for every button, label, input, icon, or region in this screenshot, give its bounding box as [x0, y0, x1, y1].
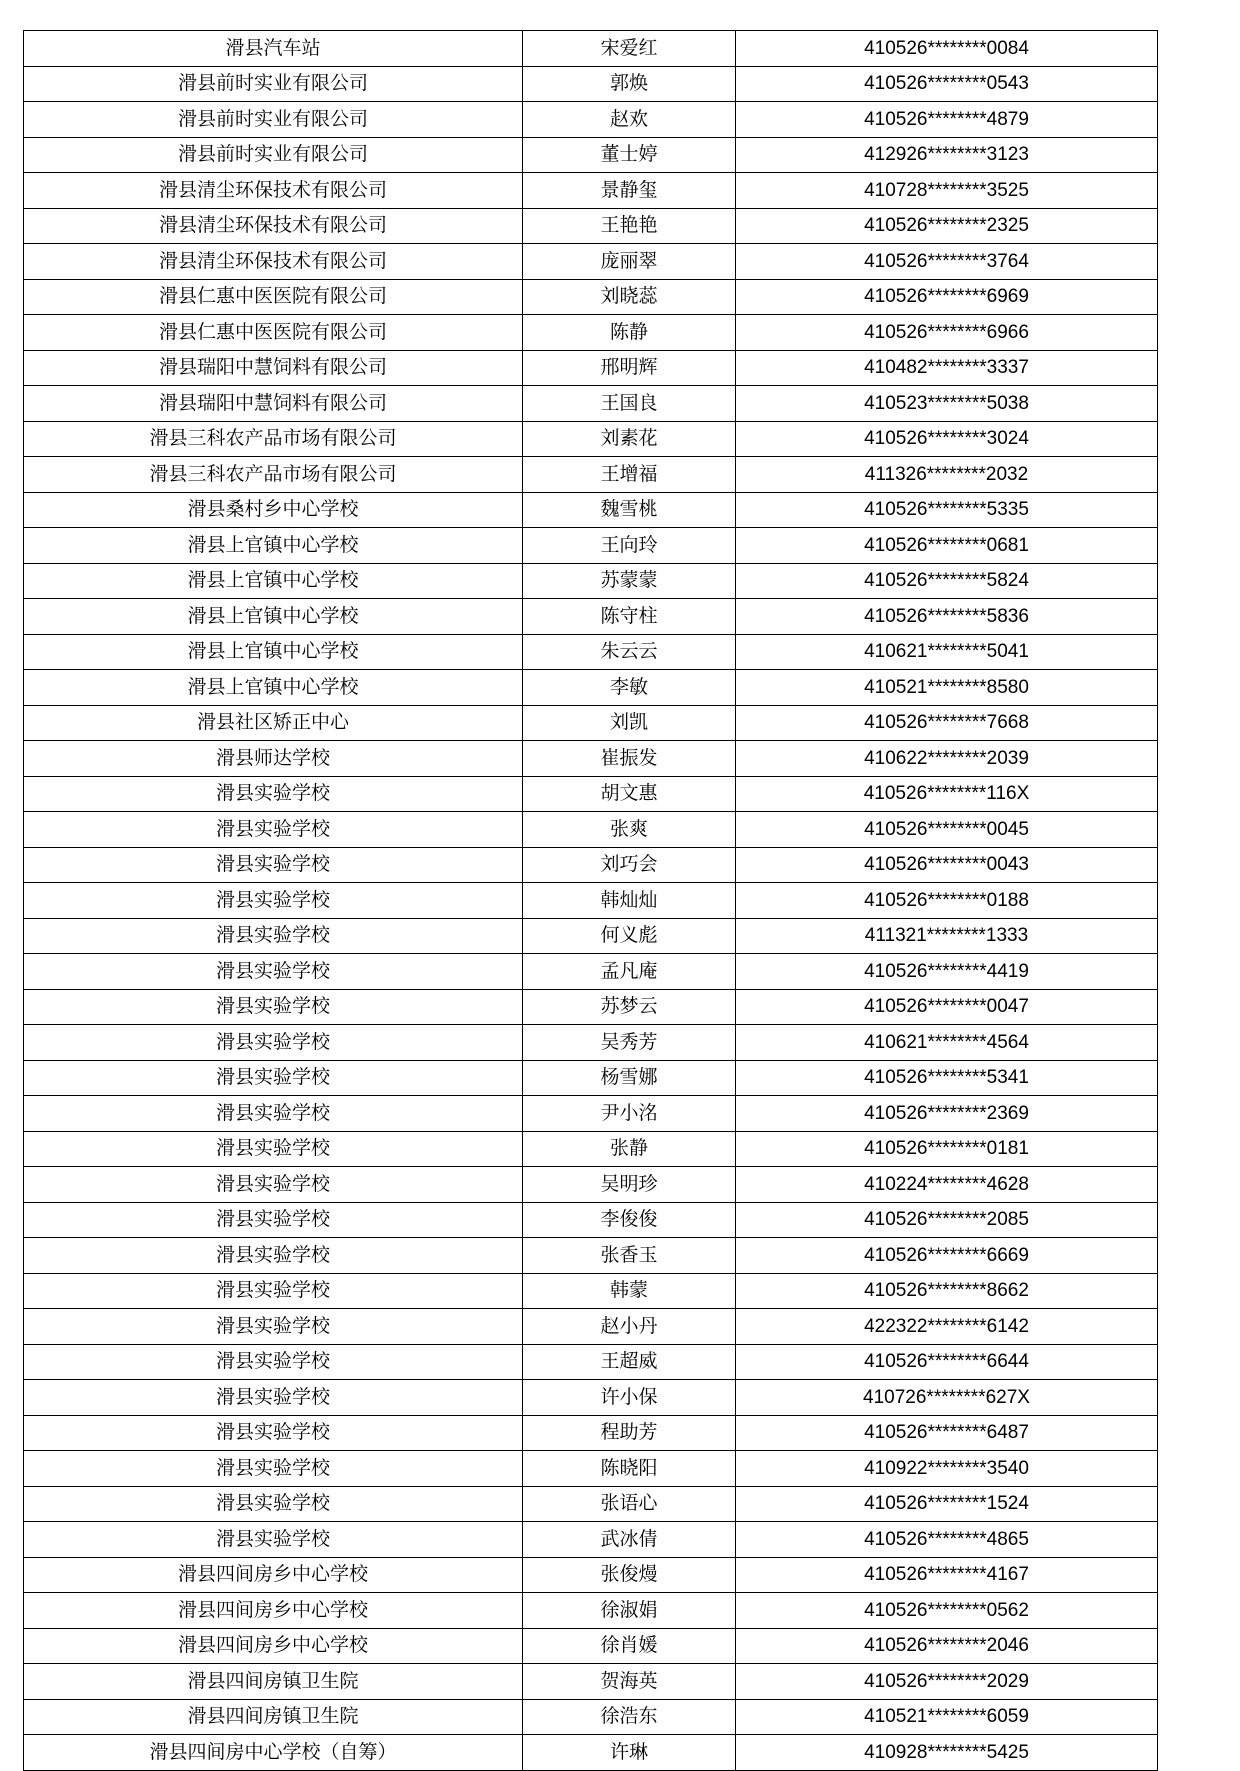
id-number-cell: 410526********0045: [736, 812, 1158, 848]
table-row: [24, 670, 1158, 706]
table-row: [24, 918, 1158, 954]
table-row: [24, 528, 1158, 564]
table-row: [24, 1628, 1158, 1664]
id-number-cell: 410224********4628: [736, 1167, 1158, 1203]
table-row: [24, 1451, 1158, 1487]
table-row: [24, 492, 1158, 528]
org-cell: 滑县实验学校: [24, 989, 523, 1025]
id-number-cell: 410526********5335: [736, 492, 1158, 528]
id-number-cell: 410526********2046: [736, 1628, 1158, 1664]
table-row: [24, 457, 1158, 493]
id-number-cell: 410523********5038: [736, 386, 1158, 422]
id-number-cell: 410526********1524: [736, 1486, 1158, 1522]
table-row: [24, 137, 1158, 173]
id-number-cell: 410526********5824: [736, 563, 1158, 599]
name-cell: 赵小丹: [523, 1309, 736, 1345]
id-number-cell: 410526********116X: [736, 776, 1158, 812]
org-cell: 滑县四间房乡中心学校: [24, 1628, 523, 1664]
id-number-cell: 422322********6142: [736, 1309, 1158, 1345]
id-number-cell: 411321********1333: [736, 918, 1158, 954]
name-cell: 陈晓阳: [523, 1451, 736, 1487]
name-cell: 崔振发: [523, 741, 736, 777]
name-cell: 贺海英: [523, 1664, 736, 1700]
name-cell: 胡文惠: [523, 776, 736, 812]
org-cell: 滑县实验学校: [24, 1060, 523, 1096]
id-number-cell: 410526********5341: [736, 1060, 1158, 1096]
org-cell: 滑县实验学校: [24, 1167, 523, 1203]
org-cell: 滑县实验学校: [24, 1202, 523, 1238]
id-number-cell: 410728********3525: [736, 173, 1158, 209]
table-row: [24, 315, 1158, 351]
id-number-cell: 410526********0681: [736, 528, 1158, 564]
table-row: [24, 1593, 1158, 1629]
name-cell: 赵欢: [523, 102, 736, 138]
org-cell: 滑县实验学校: [24, 1273, 523, 1309]
name-cell: 王向玲: [523, 528, 736, 564]
name-cell: 宋爱红: [523, 31, 736, 67]
name-cell: 陈静: [523, 315, 736, 351]
id-number-cell: 410526********7668: [736, 705, 1158, 741]
id-number-cell: 410526********4865: [736, 1522, 1158, 1558]
table-row: [24, 847, 1158, 883]
id-number-cell: 410621********5041: [736, 634, 1158, 670]
table-row: [24, 421, 1158, 457]
name-cell: 韩蒙: [523, 1273, 736, 1309]
table-row: [24, 1273, 1158, 1309]
org-cell: 滑县社区矫正中心: [24, 705, 523, 741]
table-row: [24, 1522, 1158, 1558]
table-row: [24, 1238, 1158, 1274]
name-cell: 王增福: [523, 457, 736, 493]
table-row: [24, 1167, 1158, 1203]
table-row: [24, 31, 1158, 67]
table-row: [24, 244, 1158, 280]
roster-table: [23, 30, 1158, 1771]
name-cell: 王超威: [523, 1344, 736, 1380]
table-row: [24, 1415, 1158, 1451]
name-cell: 景静玺: [523, 173, 736, 209]
id-number-cell: 410482********3337: [736, 350, 1158, 386]
name-cell: 陈守柱: [523, 599, 736, 635]
org-cell: 滑县四间房乡中心学校: [24, 1593, 523, 1629]
org-cell: 滑县师达学校: [24, 741, 523, 777]
id-number-cell: 410526********2029: [736, 1664, 1158, 1700]
name-cell: 刘晓蕊: [523, 279, 736, 315]
id-number-cell: 410526********6966: [736, 315, 1158, 351]
id-number-cell: 410526********6669: [736, 1238, 1158, 1274]
table-row: [24, 102, 1158, 138]
id-number-cell: 410521********8580: [736, 670, 1158, 706]
name-cell: 魏雪桃: [523, 492, 736, 528]
id-number-cell: 410526********4167: [736, 1557, 1158, 1593]
org-cell: 滑县上官镇中心学校: [24, 563, 523, 599]
table-row: [24, 1380, 1158, 1416]
org-cell: 滑县实验学校: [24, 1131, 523, 1167]
org-cell: 滑县瑞阳中慧饲料有限公司: [24, 386, 523, 422]
org-cell: 滑县实验学校: [24, 883, 523, 919]
id-number-cell: 410526********0543: [736, 66, 1158, 102]
org-cell: 滑县实验学校: [24, 847, 523, 883]
org-cell: 滑县仁惠中医医院有限公司: [24, 279, 523, 315]
org-cell: 滑县实验学校: [24, 1380, 523, 1416]
id-number-cell: 410526********3024: [736, 421, 1158, 457]
name-cell: 孟凡庵: [523, 954, 736, 990]
id-number-cell: 410526********0562: [736, 1593, 1158, 1629]
org-cell: 滑县实验学校: [24, 1309, 523, 1345]
org-cell: 滑县四间房镇卫生院: [24, 1664, 523, 1700]
name-cell: 吴明珍: [523, 1167, 736, 1203]
name-cell: 张香玉: [523, 1238, 736, 1274]
name-cell: 程助芳: [523, 1415, 736, 1451]
id-number-cell: 410526********6487: [736, 1415, 1158, 1451]
table-row: [24, 599, 1158, 635]
name-cell: 张语心: [523, 1486, 736, 1522]
table-row: [24, 1699, 1158, 1735]
id-number-cell: 410526********0188: [736, 883, 1158, 919]
name-cell: 朱云云: [523, 634, 736, 670]
org-cell: 滑县清尘环保技术有限公司: [24, 208, 523, 244]
org-cell: 滑县四间房中心学校（自筹）: [24, 1735, 523, 1771]
table-row: [24, 208, 1158, 244]
name-cell: 吴秀芳: [523, 1025, 736, 1061]
name-cell: 许琳: [523, 1735, 736, 1771]
org-cell: 滑县四间房乡中心学校: [24, 1557, 523, 1593]
id-number-cell: 410922********3540: [736, 1451, 1158, 1487]
name-cell: 杨雪娜: [523, 1060, 736, 1096]
org-cell: 滑县实验学校: [24, 954, 523, 990]
table-row: [24, 1131, 1158, 1167]
table-row: [24, 1344, 1158, 1380]
org-cell: 滑县实验学校: [24, 1415, 523, 1451]
org-cell: 滑县上官镇中心学校: [24, 670, 523, 706]
table-row: [24, 1025, 1158, 1061]
table-row: [24, 1486, 1158, 1522]
org-cell: 滑县实验学校: [24, 1025, 523, 1061]
id-number-cell: 410928********5425: [736, 1735, 1158, 1771]
table-row: [24, 350, 1158, 386]
id-number-cell: 410526********2085: [736, 1202, 1158, 1238]
table-row: [24, 173, 1158, 209]
table-row: [24, 812, 1158, 848]
table-row: [24, 1096, 1158, 1132]
name-cell: 李俊俊: [523, 1202, 736, 1238]
name-cell: 张爽: [523, 812, 736, 848]
id-number-cell: 410726********627X: [736, 1380, 1158, 1416]
id-number-cell: 410526********0084: [736, 31, 1158, 67]
org-cell: 滑县前时实业有限公司: [24, 137, 523, 173]
table-row: [24, 989, 1158, 1025]
table-row: [24, 634, 1158, 670]
id-number-cell: 410622********2039: [736, 741, 1158, 777]
name-cell: 徐淑娟: [523, 1593, 736, 1629]
id-number-cell: 410526********3764: [736, 244, 1158, 280]
org-cell: 滑县前时实业有限公司: [24, 66, 523, 102]
table-row: [24, 279, 1158, 315]
table-row: [24, 1557, 1158, 1593]
table-row: [24, 1060, 1158, 1096]
org-cell: 滑县上官镇中心学校: [24, 634, 523, 670]
org-cell: 滑县上官镇中心学校: [24, 599, 523, 635]
name-cell: 张静: [523, 1131, 736, 1167]
table-row: [24, 563, 1158, 599]
name-cell: 武冰倩: [523, 1522, 736, 1558]
name-cell: 刘巧会: [523, 847, 736, 883]
name-cell: 张俊熳: [523, 1557, 736, 1593]
org-cell: 滑县实验学校: [24, 1238, 523, 1274]
name-cell: 郭焕: [523, 66, 736, 102]
org-cell: 滑县实验学校: [24, 812, 523, 848]
name-cell: 刘凯: [523, 705, 736, 741]
name-cell: 李敏: [523, 670, 736, 706]
id-number-cell: 410526********2325: [736, 208, 1158, 244]
org-cell: 滑县瑞阳中慧饲料有限公司: [24, 350, 523, 386]
org-cell: 滑县仁惠中医医院有限公司: [24, 315, 523, 351]
id-number-cell: 412926********3123: [736, 137, 1158, 173]
id-number-cell: 410526********8662: [736, 1273, 1158, 1309]
table-row: [24, 883, 1158, 919]
table-row: [24, 705, 1158, 741]
name-cell: 董士婷: [523, 137, 736, 173]
org-cell: 滑县实验学校: [24, 1522, 523, 1558]
org-cell: 滑县上官镇中心学校: [24, 528, 523, 564]
org-cell: 滑县实验学校: [24, 1096, 523, 1132]
id-number-cell: 410526********0181: [736, 1131, 1158, 1167]
name-cell: 苏梦云: [523, 989, 736, 1025]
name-cell: 王国良: [523, 386, 736, 422]
org-cell: 滑县实验学校: [24, 1451, 523, 1487]
org-cell: 滑县汽车站: [24, 31, 523, 67]
roster-table-body: [24, 31, 1158, 1771]
name-cell: 徐肖媛: [523, 1628, 736, 1664]
table-row: [24, 776, 1158, 812]
id-number-cell: 410526********2369: [736, 1096, 1158, 1132]
table-row: [24, 1309, 1158, 1345]
org-cell: 滑县前时实业有限公司: [24, 102, 523, 138]
name-cell: 何义彪: [523, 918, 736, 954]
org-cell: 滑县实验学校: [24, 776, 523, 812]
table-row: [24, 741, 1158, 777]
id-number-cell: 410526********0043: [736, 847, 1158, 883]
table-row: [24, 66, 1158, 102]
name-cell: 韩灿灿: [523, 883, 736, 919]
id-number-cell: 410526********5836: [736, 599, 1158, 635]
org-cell: 滑县清尘环保技术有限公司: [24, 173, 523, 209]
org-cell: 滑县四间房镇卫生院: [24, 1699, 523, 1735]
org-cell: 滑县三科农产品市场有限公司: [24, 421, 523, 457]
table-row: [24, 1202, 1158, 1238]
id-number-cell: 410526********4879: [736, 102, 1158, 138]
name-cell: 尹小洺: [523, 1096, 736, 1132]
org-cell: 滑县三科农产品市场有限公司: [24, 457, 523, 493]
id-number-cell: 410621********4564: [736, 1025, 1158, 1061]
org-cell: 滑县清尘环保技术有限公司: [24, 244, 523, 280]
id-number-cell: 410521********6059: [736, 1699, 1158, 1735]
name-cell: 邢明辉: [523, 350, 736, 386]
name-cell: 苏蒙蒙: [523, 563, 736, 599]
org-cell: 滑县实验学校: [24, 1344, 523, 1380]
name-cell: 许小保: [523, 1380, 736, 1416]
id-number-cell: 410526********0047: [736, 989, 1158, 1025]
table-row: [24, 954, 1158, 990]
org-cell: 滑县实验学校: [24, 1486, 523, 1522]
name-cell: 王艳艳: [523, 208, 736, 244]
name-cell: 刘素花: [523, 421, 736, 457]
id-number-cell: 410526********6969: [736, 279, 1158, 315]
id-number-cell: 410526********4419: [736, 954, 1158, 990]
table-row: [24, 386, 1158, 422]
org-cell: 滑县实验学校: [24, 918, 523, 954]
table-row: [24, 1664, 1158, 1700]
name-cell: 徐浩东: [523, 1699, 736, 1735]
id-number-cell: 410526********6644: [736, 1344, 1158, 1380]
name-cell: 庞丽翠: [523, 244, 736, 280]
table-row: [24, 1735, 1158, 1771]
id-number-cell: 411326********2032: [736, 457, 1158, 493]
org-cell: 滑县桑村乡中心学校: [24, 492, 523, 528]
